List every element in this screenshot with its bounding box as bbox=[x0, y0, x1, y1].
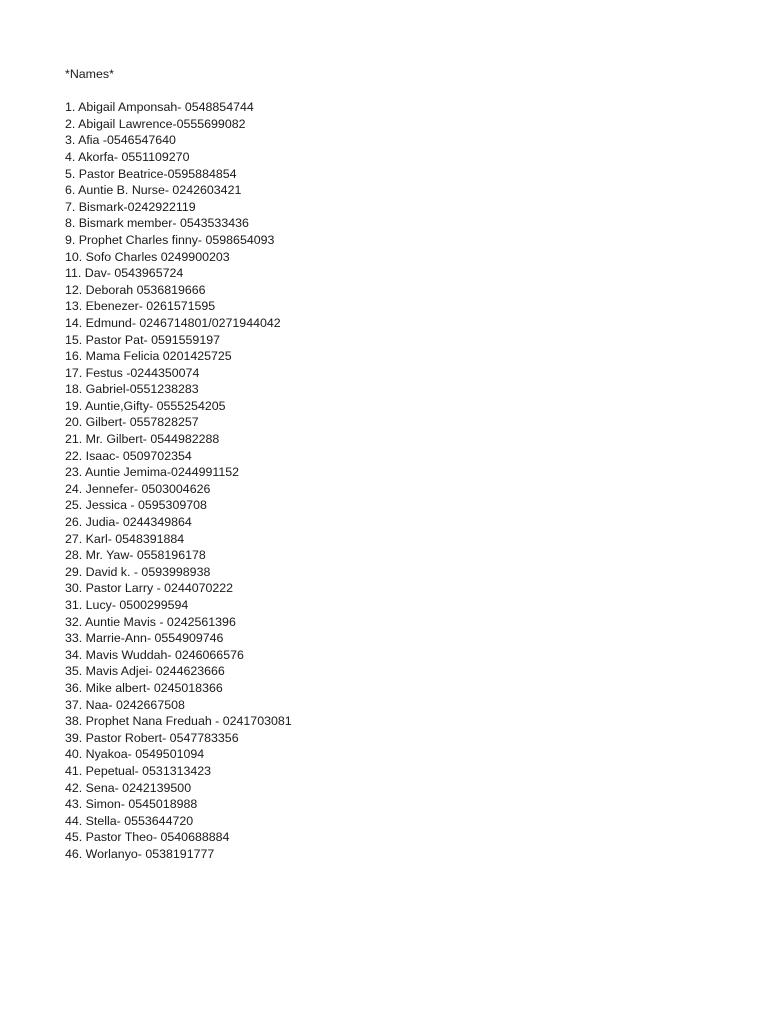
list-item: 13. Ebenezer- 0261571595 bbox=[65, 299, 216, 314]
list-item: 27. Karl- 0548391884 bbox=[65, 531, 185, 546]
list-item: 40. Nyakoa- 0549501094 bbox=[65, 747, 205, 762]
list-item: 9. Prophet Charles finny- 0598654093 bbox=[65, 232, 275, 247]
list-item: 41. Pepetual- 0531313423 bbox=[65, 763, 212, 778]
list-item: 43. Simon- 0545018988 bbox=[65, 797, 198, 812]
list-item: 5. Pastor Beatrice-0595884854 bbox=[65, 166, 237, 181]
list-item: 11. Dav- 0543965724 bbox=[65, 266, 184, 281]
document-body bbox=[65, 66, 292, 863]
list-item: 20. Gilbert- 0557828257 bbox=[65, 415, 199, 430]
list-item: 46. Worlanyo- 0538191777 bbox=[65, 846, 215, 861]
list-item: 32. Auntie Mavis - 0242561396 bbox=[65, 614, 236, 629]
list-item: 30. Pastor Larry - 0244070222 bbox=[65, 581, 234, 596]
list-item: 31. Lucy- 0500299594 bbox=[65, 598, 189, 612]
list-item: 12. Deborah 0536819666 bbox=[65, 282, 206, 297]
list-item: 39. Pastor Robert- 0547783356 bbox=[65, 730, 239, 745]
list-item: 14. Edmund- 0246714801/0271944042 bbox=[65, 315, 281, 330]
list-item: 18. Gabriel-0551238283 bbox=[65, 382, 199, 397]
list-item: 1. Abigail Amponsah- 0548854744 bbox=[65, 100, 254, 115]
list-item: 44. Stella- 0553644720 bbox=[65, 813, 194, 828]
list-item: 38. Prophet Nana Freduah - 0241703081 bbox=[65, 714, 292, 729]
list-item: 45. Pastor Theo- 0540688884 bbox=[65, 830, 230, 845]
names-heading: *Names* bbox=[65, 67, 114, 81]
list-item: 33. Marrie-Ann- 0554909746 bbox=[65, 631, 224, 646]
list-item: 37. Naa- 0242667508 bbox=[65, 697, 185, 712]
names-list bbox=[65, 99, 292, 862]
list-item: 6. Auntie B. Nurse- 0242603421 bbox=[65, 183, 242, 198]
list-item: 16. Mama Felicia 0201425725 bbox=[65, 349, 232, 364]
list-item: 25. Jessica - 0595309708 bbox=[65, 498, 207, 513]
list-item: 35. Mavis Adjei- 0244623666 bbox=[65, 664, 225, 679]
list-item: 23. Auntie Jemima-0244991152 bbox=[65, 465, 240, 480]
list-item: 24. Jennefer- 0503004626 bbox=[65, 481, 211, 496]
list-item: 26. Judia- 0244349864 bbox=[65, 515, 192, 530]
list-item: 8. Bismark member- 0543533436 bbox=[65, 216, 249, 231]
list-item: 17. Festus -0244350074 bbox=[65, 365, 200, 380]
list-item: 4. Akorfa- 0551109270 bbox=[65, 149, 190, 164]
list-item: 42. Sena- 0242139500 bbox=[65, 780, 192, 795]
list-item: 7. Bismark-0242922119 bbox=[65, 199, 196, 214]
list-item: 19. Auntie,Gifty- 0555254205 bbox=[65, 398, 226, 413]
list-item: 22. Isaac- 0509702354 bbox=[65, 448, 192, 463]
list-item: 3. Afia -0546547640 bbox=[65, 133, 176, 148]
list-item: 15. Pastor Pat- 0591559197 bbox=[65, 332, 220, 347]
list-item: 2. Abigail Lawrence-0555699082 bbox=[65, 116, 246, 131]
list-item: 36. Mike albert- 0245018366 bbox=[65, 680, 223, 695]
list-item: 10. Sofo Charles 0249900203 bbox=[65, 249, 230, 264]
list-item: 34. Mavis Wuddah- 0246066576 bbox=[65, 647, 244, 662]
list-item: 28. Mr. Yaw- 0558196178 bbox=[65, 548, 206, 563]
list-item: 21. Mr. Gilbert- 0544982288 bbox=[65, 432, 220, 447]
list-item: 29. David k. - 0593998938 bbox=[65, 564, 211, 579]
